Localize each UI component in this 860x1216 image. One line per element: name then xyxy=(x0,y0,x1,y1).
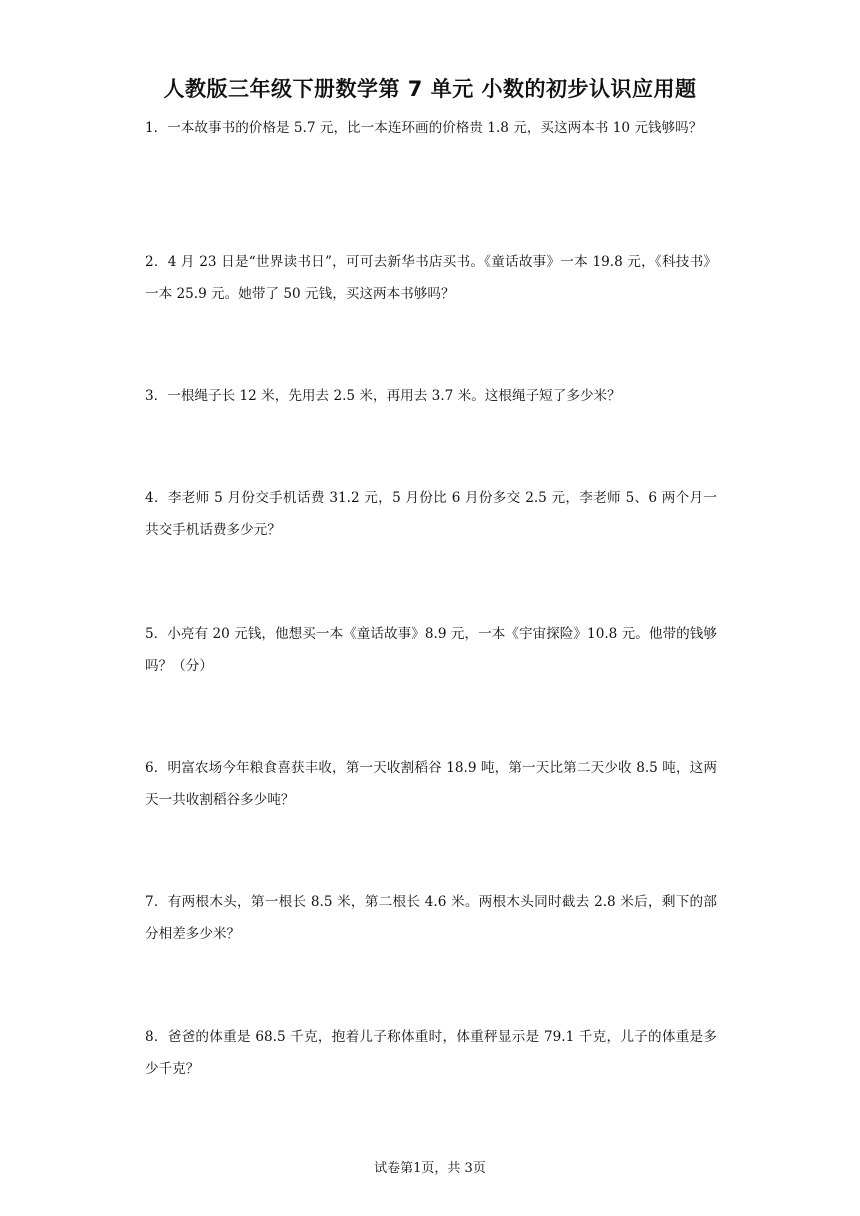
question-6: 6．明富农场今年粮食喜获丰收，第一天收割稻谷 18.9 吨，第一天比第二天少收 8.5 吨，这两天一共收割稻谷多少吨？ xyxy=(145,760,717,808)
question-8: 8．爸爸的体重是 68.5 千克，抱着儿子称体重时，体重秤显示是 79.1 千克，儿子的体重是多少千克？ xyxy=(145,1029,717,1077)
question-1: 1．一本故事书的价格是 5.7 元，比一本连环画的价格贵 1.8 元，买这两本书 10 元钱够吗？ xyxy=(145,120,703,136)
page-footer: 试卷第1页，共 3页 xyxy=(374,1161,486,1176)
question-7: 7．有两根木头，第一根长 8.5 米，第二根长 4.6 米。两根木头同时截去 2.8 米后，剩下的部分相差多少米？ xyxy=(145,894,717,942)
question-3: 3．一根绳子长 12 米，先用去 2.5 米，再用去 3.7 米。这根绳子短了多少米？ xyxy=(145,388,621,404)
question-2: 2．4 月 23 日是“世界读书日”，可可去新华书店买书。《童话故事》一本 19.8 元，《科技书》一本 25.9 元。她带了 50 元钱，买这两本书够吗？ xyxy=(145,254,717,302)
page-title: 人教版三年级下册数学第 7 单元 小数的初步认识应用题 xyxy=(163,77,697,101)
question-4: 4．李老师 5 月份交手机话费 31.2 元，5 月份比 6 月份多交 2.5 元，李老师 5、6 两个月一共交手机话费多少元？ xyxy=(145,490,717,538)
question-5: 5．小亮有 20 元钱，他想买一本《童话故事》8.9 元，一本《宇宙探险》10.8 元。他带的钱够吗？（分） xyxy=(145,626,717,674)
